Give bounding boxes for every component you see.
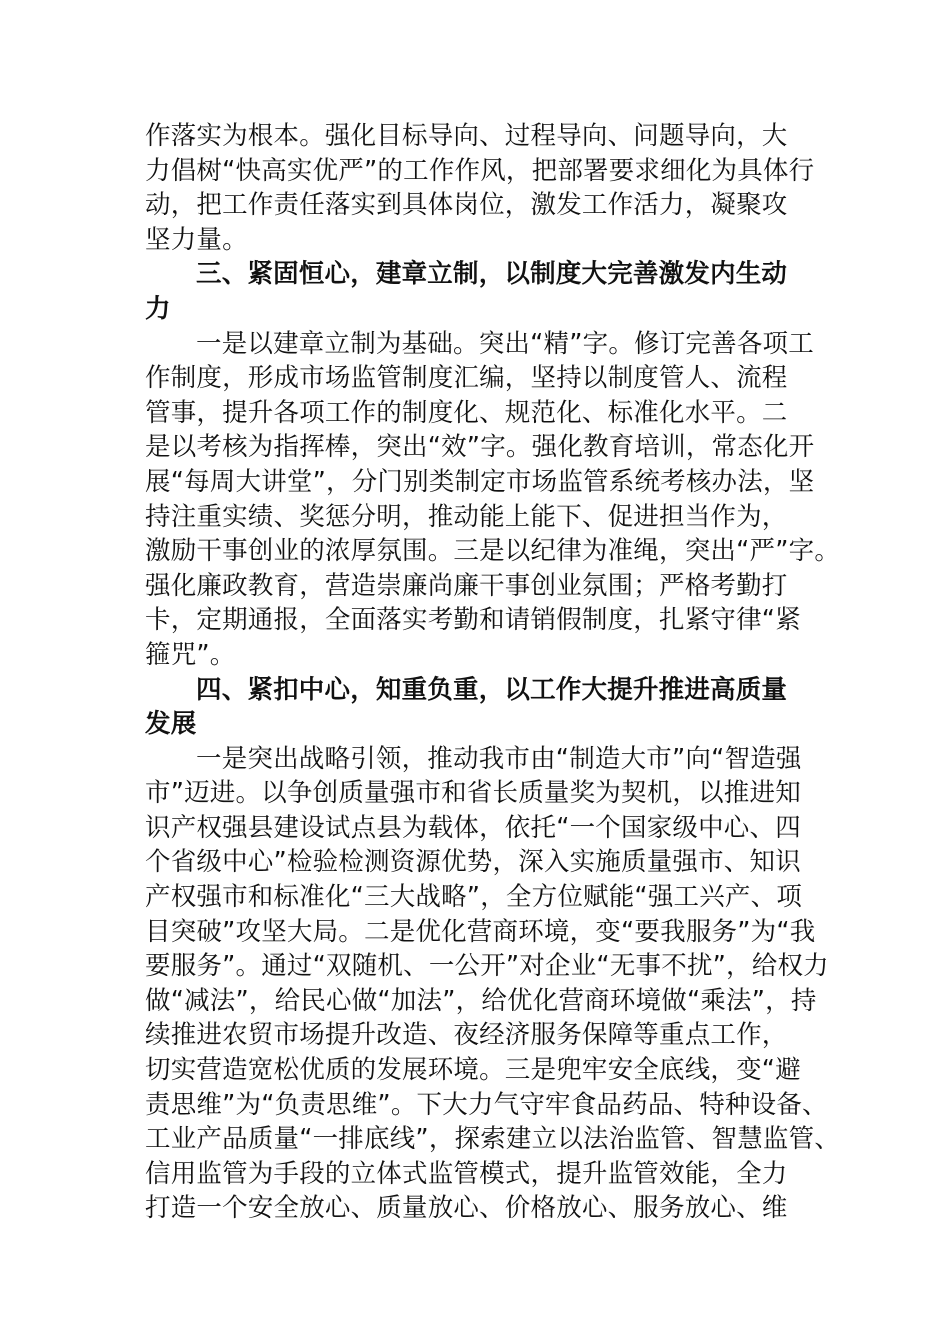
body-line: 目突破”攻坚大局。二是优化营商环境，变“要我服务”为“我 — [145, 916, 816, 947]
paragraph-start: 一是以建章立制为基础。突出“精”字。修订完善各项工 — [196, 328, 814, 359]
body-line: 打造一个安全放心、质量放心、价格放心、服务放心、维 — [145, 1193, 788, 1224]
body-line: 强化廉政教育，营造崇廉尚廉干事创业氛围；严格考勤打 — [145, 570, 788, 601]
body-line: 责思维”为“负责思维”。下大力气守牢食品药品、特种设备、 — [145, 1089, 828, 1120]
body-line: 管事，提升各项工作的制度化、规范化、标准化水平。二 — [145, 397, 788, 428]
section-heading-3-cont: 力 — [145, 293, 171, 324]
body-line: 要服务”。通过“双随机、一公开”对企业“无事不扰”，给权力 — [145, 951, 829, 982]
body-line: 市”迈进。以争创质量强市和省长质量奖为契机，以推进知 — [145, 778, 801, 809]
body-line: 作制度，形成市场监管制度汇编，坚持以制度管人、流程 — [145, 363, 788, 394]
section-heading-3: 三、紧固恒心，建章立制，以制度大完善激发内生动 — [196, 259, 788, 290]
body-line: 激励干事创业的浓厚氛围。三是以纪律为准绳，突出“严”字。 — [145, 536, 841, 567]
body-line: 产权强市和标准化“三大战略”，全方位赋能“强工兴产、项 — [145, 882, 803, 913]
body-line: 力倡树“快高实优严”的工作作风，把部署要求细化为具体行 — [145, 155, 815, 186]
section-heading-4-cont: 发展 — [145, 709, 197, 740]
section-heading-4: 四、紧扣中心，知重负重，以工作大提升推进高质量 — [196, 674, 788, 705]
body-line: 作落实为根本。强化目标导向、过程导向、问题导向，大 — [145, 121, 788, 151]
body-line: 动，把工作责任落实到具体岗位，激发工作活力，凝聚攻 — [145, 190, 788, 221]
body-line: 展“每周大讲堂”，分门别类制定市场监管系统考核办法，坚 — [145, 466, 815, 497]
body-line: 持注重实绩、奖惩分明，推动能上能下、促进担当作为， — [145, 501, 788, 532]
body-line: 信用监管为手段的立体式监管模式，提升监管效能，全力 — [145, 1158, 788, 1189]
body-line: 识产权强县建设试点县为载体，依托“一个国家级中心、四 — [145, 812, 801, 843]
body-line: 切实营造宽松优质的发展环境。三是兜牢安全底线，变“避 — [145, 1055, 801, 1086]
document-body — [145, 119, 841, 1226]
body-line: 箍咒”。 — [145, 639, 236, 670]
body-line: 个省级中心”检验检测资源优势，深入实施质量强市、知识 — [145, 847, 801, 878]
body-line: 续推进农贸市场提升改造、夜经济服务保障等重点工作， — [145, 1020, 788, 1051]
body-line: 卡，定期通报，全面落实考勤和请销假制度，扎紧守律“紧 — [145, 605, 801, 636]
paragraph-start: 一是突出战略引领，推动我市由“制造大市”向“智造强 — [196, 743, 802, 774]
body-line: 工业产品质量“一排底线”，探索建立以法治监管、智慧监管、 — [145, 1124, 841, 1155]
body-line: 坚力量。 — [145, 224, 248, 255]
body-line: 做“减法”，给民心做“加法”，给优化营商环境做“乘法”，持 — [145, 985, 817, 1016]
body-line: 是以考核为指挥棒，突出“效”字。强化教育培训，常态化开 — [145, 432, 815, 463]
